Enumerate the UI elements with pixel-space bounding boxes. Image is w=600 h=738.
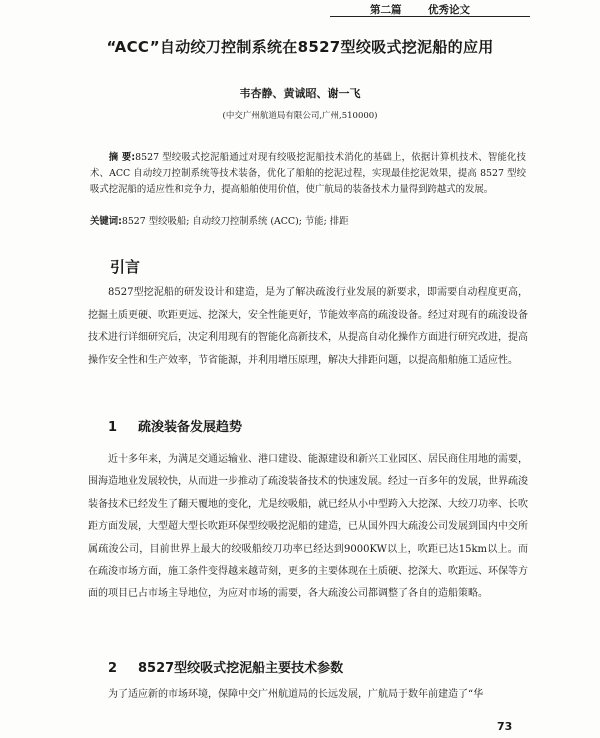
abstract-text: 8527 型绞吸式挖泥船通过对现有绞吸挖泥船技术消化的基础上，依据计算机技术、智能化技术、ACC 自动绞刀控制系统等技术装备，优化了船舶的挖泥过程，实现最佳挖泥效果，提高 8527 型绞吸式挖泥船的适应性和竞争力，提高船舶使用价值，使广航局的装备技术力量得到跨越式的发展。	[90, 152, 526, 195]
section1-heading	[108, 416, 242, 435]
keywords-label: 关键词:	[90, 216, 122, 227]
keywords	[90, 214, 526, 230]
section2-paragraph: 为了适应新的市场环境，保障中交广州航道局的长远发展，广航局于数年前建造了“华	[108, 689, 484, 700]
keywords-text: 8527 型绞吸船; 自动绞刀控制系统 (ACC); 节能; 排距	[121, 216, 349, 227]
paper-title: “ACC”自动绞刀控制系统在8527型绞吸式挖泥船的应用	[106, 38, 494, 56]
affiliation: (中交广州航道局有限公司,广州,510000)	[222, 111, 378, 121]
abstract-label: 摘 要:	[108, 152, 136, 163]
abstract	[90, 150, 526, 198]
intro-paragraph: 8527型挖泥船的研发设计和建造，是为了解决疏浚行业发展的新要求，即需要自动程度更高，挖掘土质更硬、吹距更远、挖深大，安全性能更好，节能效率高的疏浚设备。经过对现有的疏浚设备技术进行详细研究后，决定利用现有的智能化高新技术，从提高自动化操作方面进行研究改进，提高操作安全性和生产效率，节省能源，并利用增压原理，解决大排距问题，以提高船舶施工适应性。	[88, 287, 528, 366]
page-number: 73	[497, 720, 513, 733]
section1-number: 1	[108, 420, 118, 435]
section2-heading	[108, 657, 343, 676]
intro-heading: 引言	[110, 258, 141, 276]
header-category: 优秀论文	[428, 4, 470, 16]
authors: 韦杏静、黄诚昭、谢一飞	[239, 87, 361, 100]
running-header	[330, 2, 530, 17]
section1-paragraph: 近十多年来，为满足交通运输业、港口建设、能源建设和新兴工业园区、居民商住用地的需要，围海造地业发展较快，从而进一步推动了疏浚装备技术的快速发展。经过一百多年的发展，世界疏浚装备技术已经发生了翻天覆地的变化，尤是绞吸船，就已经从小中型跨入大挖深、大绞刀功率、长吹距方面发展，大型超大型长吹距环保型绞吸挖泥船的建造，已从国外四大疏浚公司发展到国内中交所属疏浚公司，目前世界上最大的绞吸船绞刀功率已经达到9000KW以上，吹距已达15km以上。而在疏浚市场方面，施工条件变得越来越苛刻，更多的主要体现在土质硬、挖深大、吹距远、环保等方面的项目已占市场主导地位，为应对市场的需要，各大疏浚公司都调整了各自的造船策略。	[88, 454, 528, 600]
section1-title: 疏浚装备发展趋势	[138, 420, 243, 435]
header-section: 第二篇	[370, 4, 402, 16]
section2-title: 8527型绞吸式挖泥船主要技术参数	[138, 661, 344, 676]
section2-number: 2	[108, 661, 118, 676]
